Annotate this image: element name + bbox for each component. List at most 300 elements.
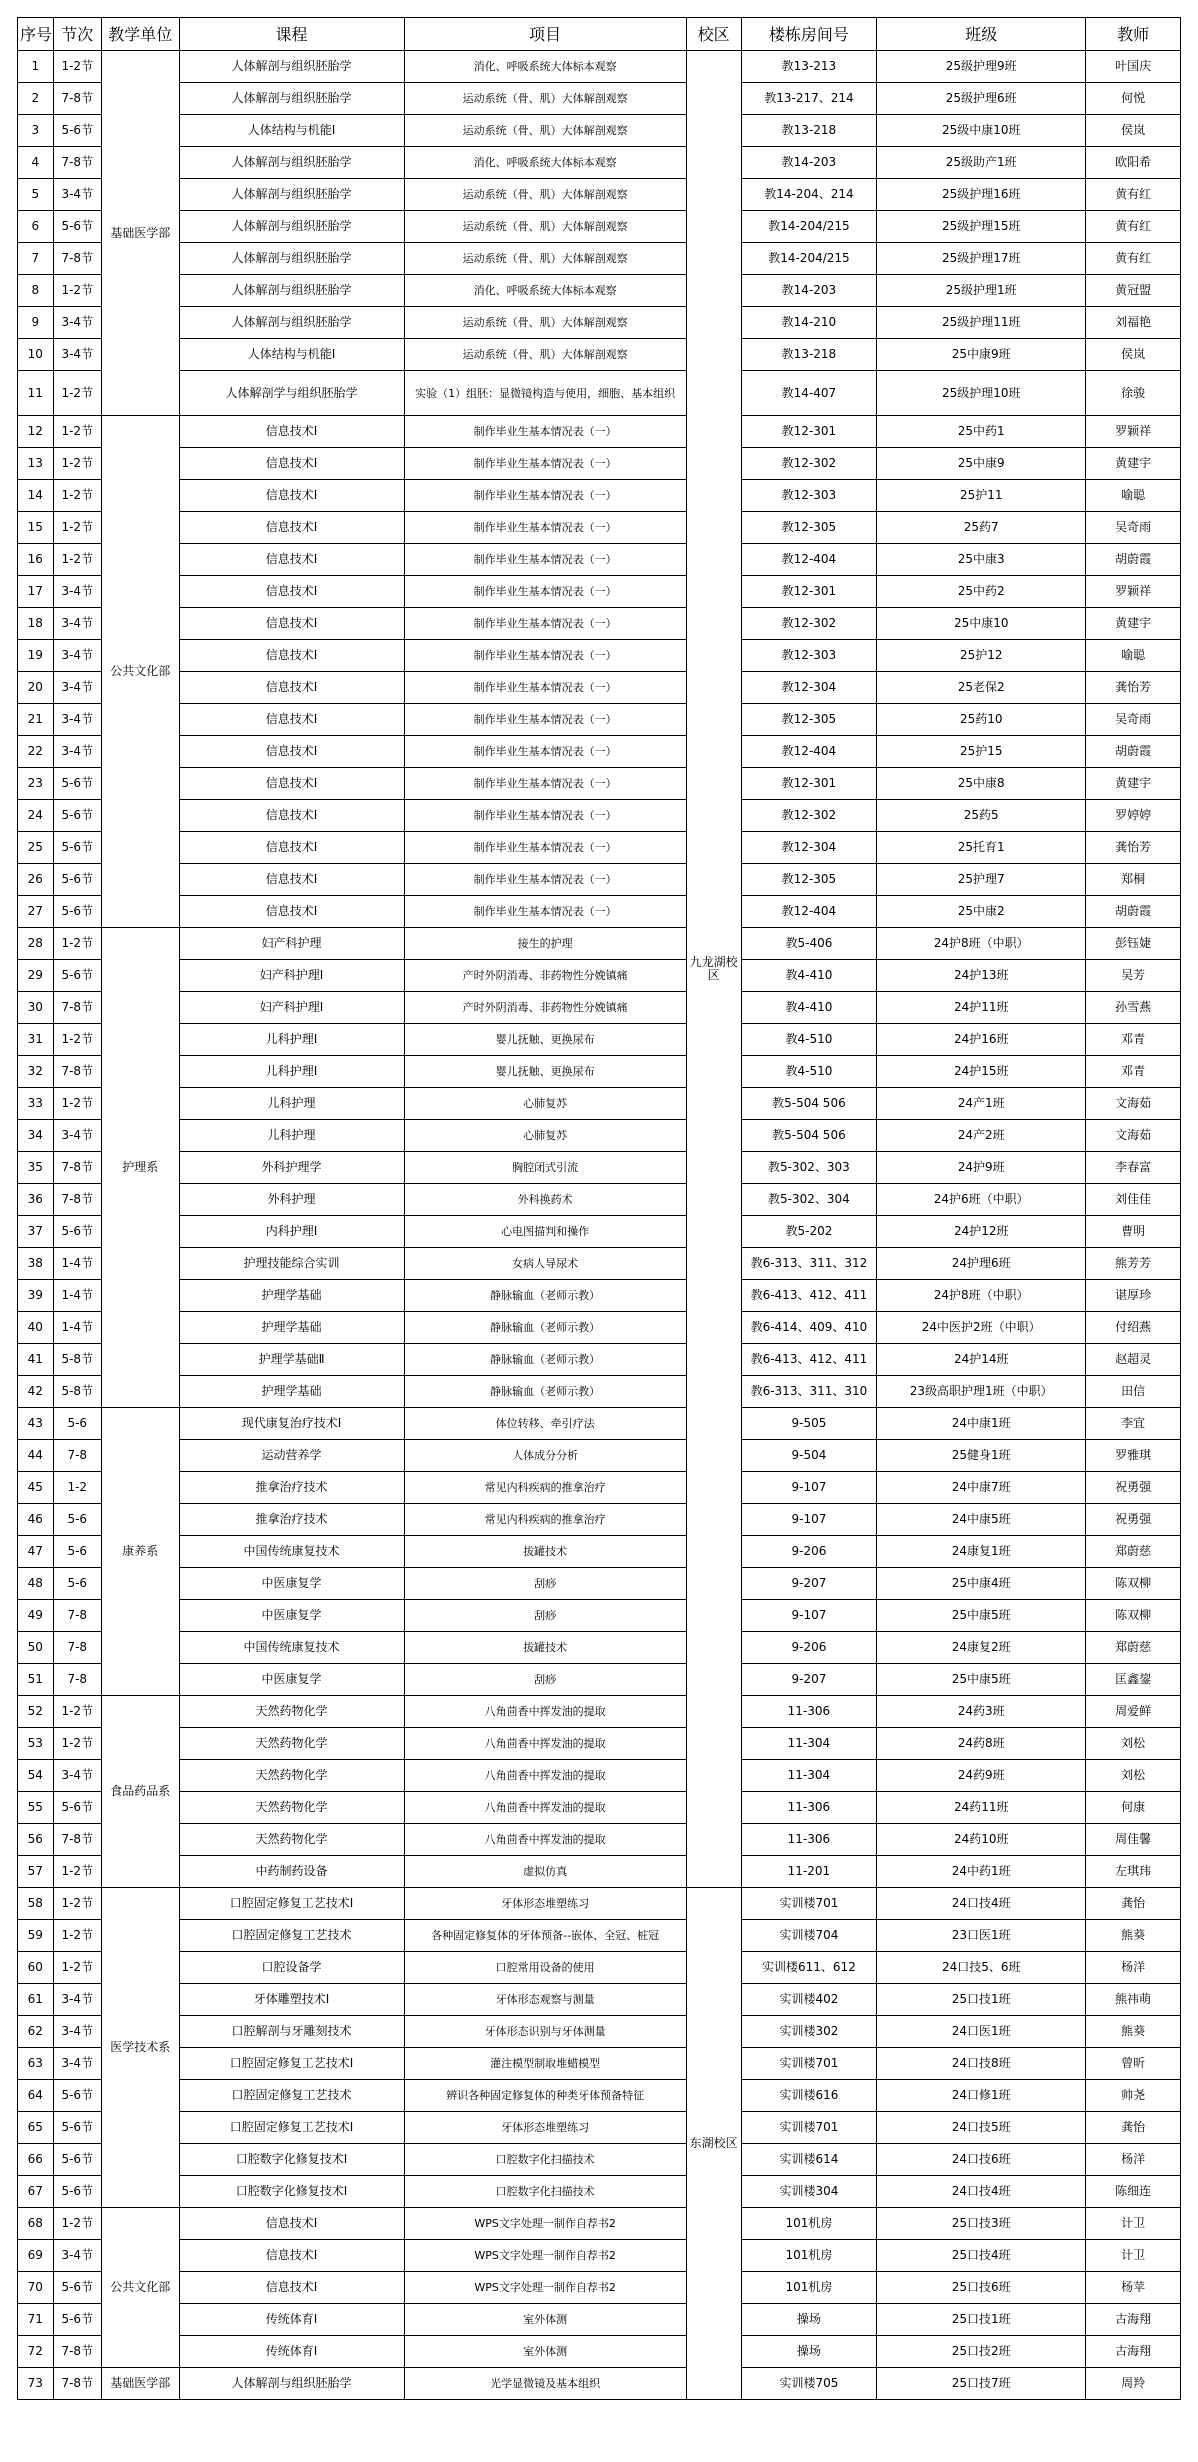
row-course: 天然药物化学 [179,1824,404,1856]
row-room: 教14-204、214 [741,179,877,211]
row-class: 24口技5班 [877,2112,1086,2144]
table-row [18,672,1181,704]
table-row [18,608,1181,640]
table-row [18,512,1181,544]
row-index: 51 [18,1664,54,1696]
row-teacher: 孙雪燕 [1086,992,1181,1024]
row-course: 信息技术Ⅰ [179,768,404,800]
row-index: 66 [18,2144,54,2176]
row-teacher: 陈细连 [1086,2176,1181,2208]
row-room: 教12-302 [741,800,877,832]
row-teacher: 侯岚 [1086,115,1181,147]
table-row [18,1536,1181,1568]
row-teacher: 邓青 [1086,1056,1181,1088]
row-course: 人体解剖学与组织胚胎学 [179,371,404,416]
row-class: 24护理6班 [877,1248,1086,1280]
row-index: 40 [18,1312,54,1344]
row-room: 教13-218 [741,115,877,147]
table-row [18,307,1181,339]
row-room: 教12-305 [741,704,877,736]
row-room: 11-304 [741,1728,877,1760]
row-class: 25级护理9班 [877,51,1086,83]
table-row [18,1184,1181,1216]
row-class: 24口技6班 [877,2144,1086,2176]
row-class: 24护12班 [877,1216,1086,1248]
row-period: 3-4节 [53,608,101,640]
row-course: 信息技术Ⅰ [179,544,404,576]
row-teacher: 周羚 [1086,2368,1181,2400]
row-period: 5-6节 [53,832,101,864]
header-index: 序号 [18,18,54,51]
table-row [18,275,1181,307]
row-room: 教12-404 [741,896,877,928]
row-course: 护理学基础Ⅱ [179,1344,404,1376]
row-room: 教14-203 [741,147,877,179]
row-class: 25口技1班 [877,2304,1086,2336]
row-project: 制作毕业生基本情况表（一） [404,736,686,768]
row-teacher: 谌厚珍 [1086,1280,1181,1312]
row-index: 28 [18,928,54,960]
row-room: 教5-202 [741,1216,877,1248]
row-index: 17 [18,576,54,608]
row-course: 人体解剖与组织胚胎学 [179,307,404,339]
row-index: 41 [18,1344,54,1376]
row-class: 25药5 [877,800,1086,832]
table-row [18,2368,1181,2400]
row-class: 25中药2 [877,576,1086,608]
row-period: 1-2节 [53,544,101,576]
row-class: 24护16班 [877,1024,1086,1056]
row-room: 教6-414、409、410 [741,1312,877,1344]
row-index: 12 [18,416,54,448]
row-index: 52 [18,1696,54,1728]
row-course: 信息技术Ⅰ [179,736,404,768]
header-project: 项目 [404,18,686,51]
row-period: 1-2节 [53,1920,101,1952]
row-project: WPS文字处理一制作自荐书2 [404,2240,686,2272]
row-period: 5-8节 [53,1344,101,1376]
row-index: 45 [18,1472,54,1504]
row-room: 教4-410 [741,992,877,1024]
row-project: 八角茴香中挥发油的提取 [404,1728,686,1760]
row-index: 34 [18,1120,54,1152]
row-class: 25口技7班 [877,2368,1086,2400]
row-teacher: 陈双柳 [1086,1568,1181,1600]
row-teacher: 罗颖祥 [1086,576,1181,608]
row-room: 教4-510 [741,1024,877,1056]
row-index: 3 [18,115,54,147]
row-room: 教5-406 [741,928,877,960]
row-teacher: 计卫 [1086,2240,1181,2272]
row-teacher: 文海茹 [1086,1088,1181,1120]
row-period: 1-2节 [53,928,101,960]
row-project: 消化、呼吸系统大体标本观察 [404,275,686,307]
row-class: 25健身1班 [877,1440,1086,1472]
row-room: 教12-303 [741,640,877,672]
row-class: 25药10 [877,704,1086,736]
row-class: 25级护理1班 [877,275,1086,307]
table-row [18,1920,1181,1952]
row-course: 信息技术Ⅰ [179,864,404,896]
row-teacher: 黄有红 [1086,179,1181,211]
row-room: 11-306 [741,1696,877,1728]
row-class: 24中医护2班（中职） [877,1312,1086,1344]
row-index: 14 [18,480,54,512]
row-room: 教12-301 [741,768,877,800]
row-room: 实训楼701 [741,1888,877,1920]
row-teacher: 邓青 [1086,1024,1181,1056]
row-index: 70 [18,2272,54,2304]
row-period: 1-4节 [53,1248,101,1280]
row-class: 24药11班 [877,1792,1086,1824]
row-course: 人体解剖与组织胚胎学 [179,51,404,83]
row-teacher: 文海茹 [1086,1120,1181,1152]
row-room: 教14-204/215 [741,243,877,275]
row-teacher: 付绍燕 [1086,1312,1181,1344]
row-course: 护理学基础 [179,1312,404,1344]
row-project: 运动系统（骨、肌）大体解剖观察 [404,211,686,243]
row-room: 101机房 [741,2272,877,2304]
row-course: 儿科护理Ⅰ [179,1024,404,1056]
row-period: 3-4节 [53,736,101,768]
row-project: 运动系统（骨、肌）大体解剖观察 [404,115,686,147]
row-room: 教12-404 [741,544,877,576]
row-index: 65 [18,2112,54,2144]
table-row [18,1760,1181,1792]
table-row [18,147,1181,179]
row-period: 3-4节 [53,640,101,672]
row-course: 中国传统康复技术 [179,1632,404,1664]
row-class: 25口技3班 [877,2208,1086,2240]
table-row [18,480,1181,512]
row-index: 4 [18,147,54,179]
row-course: 信息技术Ⅰ [179,2208,404,2240]
row-index: 61 [18,1984,54,2016]
row-room: 11-306 [741,1824,877,1856]
table-row [18,1952,1181,1984]
row-teacher: 喻聪 [1086,480,1181,512]
row-course: 信息技术Ⅰ [179,2240,404,2272]
row-period: 1-2节 [53,371,101,416]
row-project: 常见内科疾病的推拿治疗 [404,1504,686,1536]
table-row [18,1088,1181,1120]
row-class: 25中康2 [877,896,1086,928]
row-teacher: 赵超灵 [1086,1344,1181,1376]
table-row [18,1344,1181,1376]
table-row [18,1792,1181,1824]
row-teacher: 杨洋 [1086,2144,1181,2176]
row-index: 24 [18,800,54,832]
row-period: 7-8节 [53,147,101,179]
row-course: 信息技术Ⅰ [179,672,404,704]
row-course: 中国传统康复技术 [179,1536,404,1568]
row-teacher: 罗颖祥 [1086,416,1181,448]
row-teacher: 黄有红 [1086,211,1181,243]
row-project: 制作毕业生基本情况表（一） [404,704,686,736]
row-room: 教5-302、303 [741,1152,877,1184]
row-project: 刮痧 [404,1568,686,1600]
row-course: 信息技术Ⅰ [179,640,404,672]
row-project: 外科换药术 [404,1184,686,1216]
row-index: 69 [18,2240,54,2272]
table-row [18,51,1181,83]
row-room: 教12-302 [741,448,877,480]
row-course: 人体解剖与组织胚胎学 [179,2368,404,2400]
row-index: 46 [18,1504,54,1536]
row-room: 教14-407 [741,371,877,416]
row-project: 运动系统（骨、肌）大体解剖观察 [404,179,686,211]
row-course: 儿科护理Ⅰ [179,1056,404,1088]
row-teacher: 古海翔 [1086,2336,1181,2368]
row-period: 7-8节 [53,1824,101,1856]
table-row [18,544,1181,576]
row-room: 教12-404 [741,736,877,768]
row-period: 3-4节 [53,179,101,211]
row-course: 口腔设备学 [179,1952,404,1984]
row-project: 牙体形态堆塑练习 [404,1888,686,1920]
row-course: 中药制药设备 [179,1856,404,1888]
row-project: 拔罐技术 [404,1536,686,1568]
row-room: 11-306 [741,1792,877,1824]
row-project: 婴儿抚触、更换尿布 [404,1056,686,1088]
row-period: 1-2节 [53,1728,101,1760]
row-period: 5-6节 [53,960,101,992]
row-period: 1-4节 [53,1312,101,1344]
row-teacher: 何康 [1086,1792,1181,1824]
row-course: 中医康复学 [179,1600,404,1632]
row-teacher: 周佳馨 [1086,1824,1181,1856]
row-room: 实训楼701 [741,2048,877,2080]
table-row [18,960,1181,992]
row-index: 9 [18,307,54,339]
row-room: 11-304 [741,1760,877,1792]
row-room: 教13-217、214 [741,83,877,115]
row-course: 人体结构与机能Ⅰ [179,115,404,147]
row-project: 体位转移、牵引疗法 [404,1408,686,1440]
row-period: 7-8 [53,1440,101,1472]
row-project: 制作毕业生基本情况表（一） [404,512,686,544]
row-period: 3-4节 [53,2048,101,2080]
table-row [18,1280,1181,1312]
row-project: 八角茴香中挥发油的提取 [404,1760,686,1792]
row-course: 外科护理 [179,1184,404,1216]
header-department: 教学单位 [101,18,179,51]
row-project: 心肺复苏 [404,1088,686,1120]
row-course: 信息技术Ⅰ [179,704,404,736]
row-room: 实训楼614 [741,2144,877,2176]
row-index: 35 [18,1152,54,1184]
row-teacher: 杨洋 [1086,1952,1181,1984]
row-class: 24中康1班 [877,1408,1086,1440]
row-course: 人体解剖与组织胚胎学 [179,179,404,211]
table-row [18,1664,1181,1696]
row-index: 62 [18,2016,54,2048]
table-row [18,1984,1181,2016]
table-row [18,83,1181,115]
table-row [18,800,1181,832]
row-class: 24药3班 [877,1696,1086,1728]
row-room: 教5-504 506 [741,1088,877,1120]
table-row [18,640,1181,672]
row-index: 43 [18,1408,54,1440]
row-course: 护理学基础 [179,1376,404,1408]
row-course: 口腔固定修复工艺技术Ⅰ [179,1888,404,1920]
row-project: 静脉输血（老师示教） [404,1312,686,1344]
row-index: 6 [18,211,54,243]
row-room: 实训楼705 [741,2368,877,2400]
row-teacher: 黄建宇 [1086,608,1181,640]
row-index: 72 [18,2336,54,2368]
table-row [18,736,1181,768]
row-room: 教14-204/215 [741,211,877,243]
row-room: 教4-410 [741,960,877,992]
row-course: 信息技术Ⅰ [179,608,404,640]
row-course: 信息技术Ⅰ [179,576,404,608]
row-course: 人体解剖与组织胚胎学 [179,211,404,243]
row-class: 25级护理10班 [877,371,1086,416]
row-class: 25级护理15班 [877,211,1086,243]
row-project: 口腔数字化扫描技术 [404,2144,686,2176]
row-period: 5-6节 [53,2176,101,2208]
row-course: 推拿治疗技术 [179,1472,404,1504]
row-project: 制作毕业生基本情况表（一） [404,864,686,896]
row-class: 24口技4班 [877,2176,1086,2208]
table-row [18,1472,1181,1504]
row-index: 5 [18,179,54,211]
row-class: 25护12 [877,640,1086,672]
row-project: 制作毕业生基本情况表（一） [404,832,686,864]
row-project: 口腔数字化扫描技术 [404,2176,686,2208]
row-room: 实训楼704 [741,1920,877,1952]
row-course: 人体解剖与组织胚胎学 [179,147,404,179]
row-period: 3-4节 [53,1984,101,2016]
row-project: 口腔常用设备的使用 [404,1952,686,1984]
row-project: 虚拟仿真 [404,1856,686,1888]
row-index: 47 [18,1536,54,1568]
row-project: 牙体形态观察与测量 [404,1984,686,2016]
row-course: 口腔解剖与牙雕刻技术 [179,2016,404,2048]
row-teacher: 匡鑫鋆 [1086,1664,1181,1696]
row-period: 5-6节 [53,768,101,800]
row-period: 3-4节 [53,1760,101,1792]
row-project: WPS文字处理一制作自荐书2 [404,2208,686,2240]
header-room: 楼栋房间号 [741,18,877,51]
row-project: 静脉输血（老师示教） [404,1280,686,1312]
table-row [18,1504,1181,1536]
row-course: 中医康复学 [179,1568,404,1600]
row-project: 光学显微镜及基本组织 [404,2368,686,2400]
row-teacher: 龚怡芳 [1086,672,1181,704]
row-teacher: 郑蔚慈 [1086,1632,1181,1664]
row-period: 3-4节 [53,2016,101,2048]
row-course: 信息技术Ⅰ [179,512,404,544]
row-course: 天然药物化学 [179,1792,404,1824]
row-campus: 九龙湖校区 [686,51,741,1888]
row-project: 牙体形态堆塑练习 [404,2112,686,2144]
row-project: 制作毕业生基本情况表（一） [404,640,686,672]
header-teacher: 教师 [1086,18,1181,51]
row-course: 儿科护理 [179,1088,404,1120]
row-period: 7-8节 [53,2368,101,2400]
row-room: 教13-218 [741,339,877,371]
row-room: 9-206 [741,1632,877,1664]
row-teacher: 刘松 [1086,1760,1181,1792]
header-campus: 校区 [686,18,741,51]
row-index: 39 [18,1280,54,1312]
row-period: 5-6节 [53,211,101,243]
row-project: 制作毕业生基本情况表（一） [404,896,686,928]
row-class: 24口修1班 [877,2080,1086,2112]
table-row [18,1696,1181,1728]
row-index: 1 [18,51,54,83]
row-teacher: 徐骏 [1086,371,1181,416]
row-course: 运动营养学 [179,1440,404,1472]
row-room: 教14-210 [741,307,877,339]
row-period: 7-8节 [53,1152,101,1184]
row-index: 63 [18,2048,54,2080]
row-teacher: 田信 [1086,1376,1181,1408]
row-project: 制作毕业生基本情况表（一） [404,672,686,704]
row-class: 24中药1班 [877,1856,1086,1888]
row-period: 1-2节 [53,416,101,448]
row-department: 基础医学部 [101,2368,179,2400]
row-room: 9-107 [741,1600,877,1632]
row-class: 24护9班 [877,1152,1086,1184]
row-room: 实训楼302 [741,2016,877,2048]
row-room: 教13-213 [741,51,877,83]
row-class: 25中康5班 [877,1600,1086,1632]
row-class: 24护8班（中职） [877,928,1086,960]
row-period: 5-6节 [53,896,101,928]
row-class: 24护13班 [877,960,1086,992]
row-index: 22 [18,736,54,768]
row-course: 信息技术Ⅰ [179,896,404,928]
row-index: 15 [18,512,54,544]
row-teacher: 何悦 [1086,83,1181,115]
row-room: 操场 [741,2304,877,2336]
row-teacher: 李春富 [1086,1152,1181,1184]
table-row [18,864,1181,896]
table-row [18,371,1181,416]
row-course: 信息技术Ⅰ [179,832,404,864]
row-period: 5-6节 [53,2112,101,2144]
row-teacher: 杨苹 [1086,2272,1181,2304]
row-period: 5-6 [53,1536,101,1568]
row-class: 25中康4班 [877,1568,1086,1600]
row-period: 1-2节 [53,1952,101,1984]
row-teacher: 侯岚 [1086,339,1181,371]
row-teacher: 罗雅琪 [1086,1440,1181,1472]
row-index: 67 [18,2176,54,2208]
row-class: 24口技8班 [877,2048,1086,2080]
row-project: 静脉输血（老师示教） [404,1344,686,1376]
row-teacher: 喻聪 [1086,640,1181,672]
row-teacher: 吴芳 [1086,960,1181,992]
row-index: 68 [18,2208,54,2240]
row-teacher: 黄冠盟 [1086,275,1181,307]
table-row [18,448,1181,480]
row-index: 30 [18,992,54,1024]
row-room: 实训楼304 [741,2176,877,2208]
row-period: 5-6 [53,1504,101,1536]
row-class: 25中康5班 [877,1664,1086,1696]
row-project: 室外体测 [404,2336,686,2368]
row-class: 24护8班（中职） [877,1280,1086,1312]
row-period: 7-8 [53,1664,101,1696]
row-room: 9-207 [741,1568,877,1600]
row-project: 制作毕业生基本情况表（一） [404,544,686,576]
row-course: 口腔固定修复工艺技术Ⅰ [179,2048,404,2080]
